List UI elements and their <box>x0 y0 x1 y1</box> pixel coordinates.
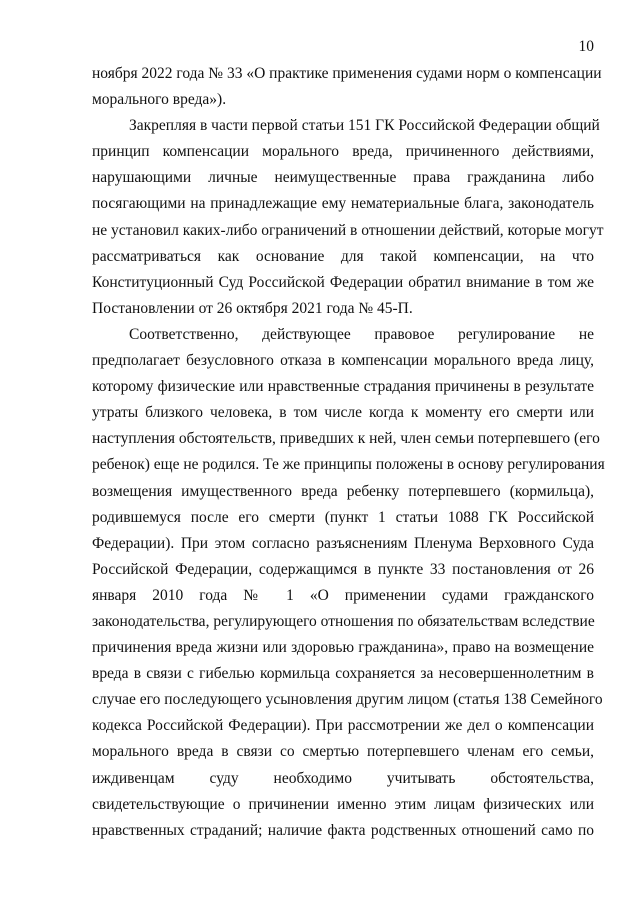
text-line: Конституционный Суд Российской Федерации обратил внимание в том же <box>92 273 594 291</box>
text-line: случае его последующего усыновления другим лицом (статья 138 Семейного <box>92 691 603 709</box>
text-line: кодекса Российской Федерации). При рассмотрении же дел о компенсации <box>92 717 594 735</box>
text-line: не установил каких-либо ограничений в отношении действий, которые могут <box>92 221 604 239</box>
text-line: января 2010 года № 1 «О применении судами гражданского <box>92 586 594 604</box>
document-body <box>92 61 605 844</box>
text-line: принцип компенсации морального вреда, причиненного действиями, <box>92 143 594 161</box>
text-line: посягающими на принадлежащие ему нематериальные блага, законодатель <box>92 195 594 213</box>
text-line: утраты близкого человека, в том числе когда к моменту его смерти или <box>92 404 594 422</box>
text-line: вреда в связи с гибелью кормильца сохраняется за несовершеннолетним в <box>92 665 594 683</box>
text-line: ребенок) еще не родился. Те же принципы положены в основу регулирования <box>92 456 605 474</box>
text-line: Постановлении от 26 октября 2021 года № 45-П. <box>92 299 413 317</box>
text-line: законодательства, регулирующего отношения по обязательствам вследствие <box>92 612 595 630</box>
text-line: рассматриваться как основание для такой компенсации, на что <box>92 247 594 265</box>
text-line: нравственных страданий; наличие факта родственных отношений само по <box>92 821 594 839</box>
text-line: предполагает безусловного отказа в компенсации морального вреда лицу, <box>92 352 594 370</box>
text-line: причинения вреда жизни или здоровью гражданина», право на возмещение <box>92 639 594 657</box>
text-line: которому физические или нравственные страдания причинены в результате <box>92 378 594 396</box>
text-line: возмещения имущественного вреда ребенку потерпевшего (кормильца), <box>92 482 594 500</box>
text-line: морального вреда в связи со смертью потерпевшего членам его семьи, <box>92 743 594 761</box>
text-line: Российской Федерации, содержащимся в пункте 33 постановления от 26 <box>92 560 594 578</box>
text-line: ноября 2022 года № 33 «О практике применения судами норм о компенсации <box>92 65 602 82</box>
text-line: Соответственно, действующее правовое регулирование не <box>129 325 594 343</box>
text-line: нарушающими личные неимущественные права гражданина либо <box>92 169 594 187</box>
text-line: морального вреда»). <box>92 91 227 109</box>
text-line: свидетельствующие о причинении именно этим лицам физических или <box>92 795 594 813</box>
text-line: Закрепляя в части первой статьи 151 ГК Российской Федерации общий <box>129 117 600 135</box>
text-line: наступления обстоятельств, приведших к ней, член семьи потерпевшего (его <box>92 430 600 448</box>
text-line: родившемуся после его смерти (пункт 1 статьи 1088 ГК Российской <box>92 508 594 526</box>
page-number: 10 <box>578 38 594 55</box>
text-line: иждивенцам суду необходимо учитывать обстоятельства, <box>92 769 594 787</box>
text-line: Федерации). При этом согласно разъяснениям Пленума Верховного Суда <box>92 534 594 552</box>
